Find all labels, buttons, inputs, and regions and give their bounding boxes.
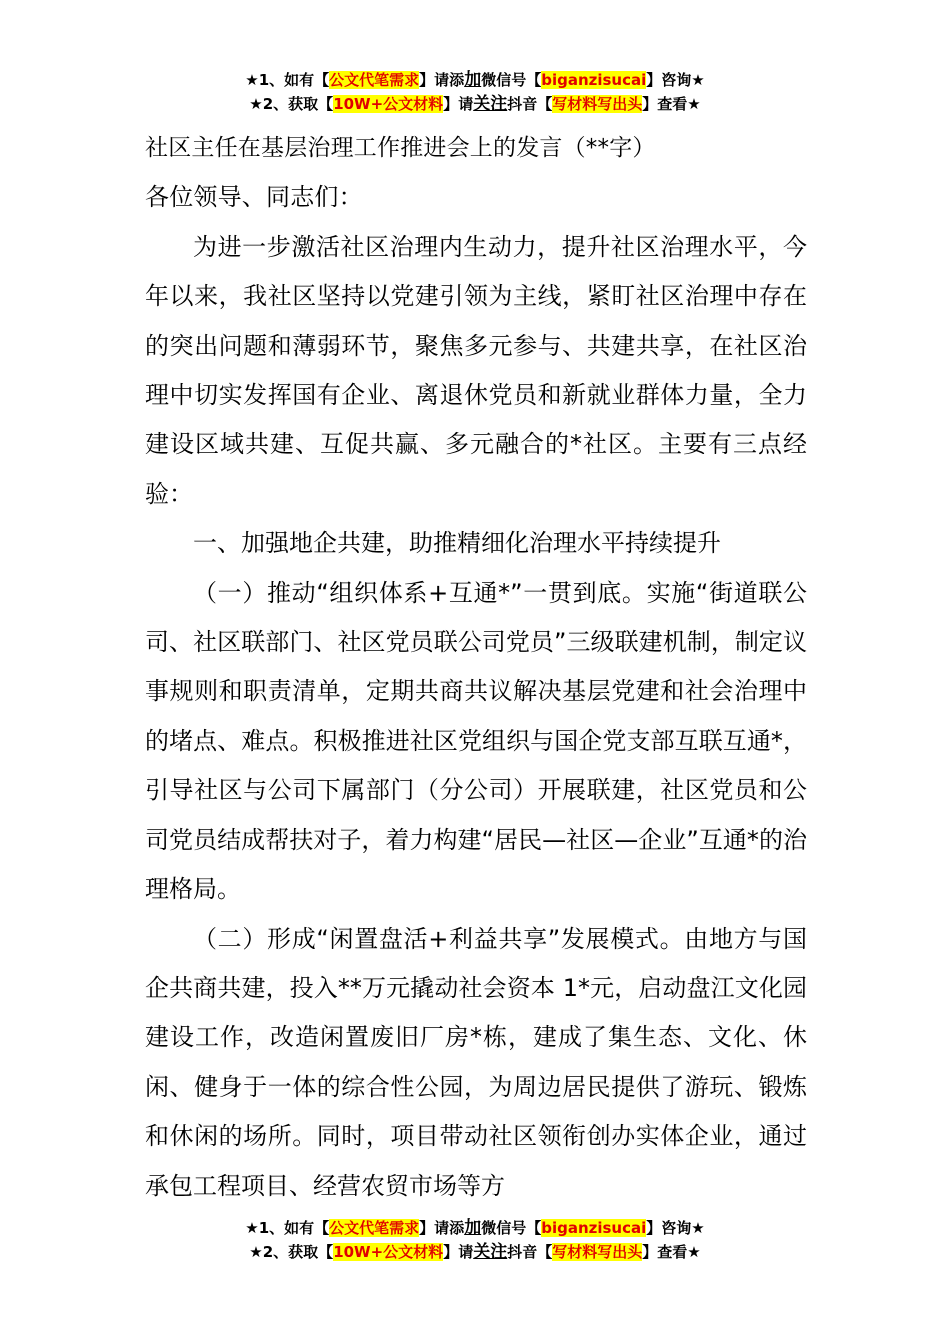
banner-highlight: biganzisucai <box>541 71 647 89</box>
banner-highlight: 公文代笔需求 <box>329 71 420 89</box>
banner-text: 】查看★ <box>642 1243 701 1261</box>
body-paragraph: （二）形成“闲置盘活+利益共享”发展模式。由地方与国企共商共建，投入**万元撬动社会资本 1*元，启动盘江文化园建设工作，改造闲置废旧厂房*栋，建成了集生态、文化、休闲、健身于一体的综合性公园，为周边居民提供了游玩、锻炼和休闲的场所。同时，项目带动社区领衔创办实体企业，通过承包工程项目、经营农贸市场等方 <box>145 924 807 1200</box>
banner-text: 】咨询★ <box>646 71 705 89</box>
banner-text: ★2、获取【 <box>249 95 334 113</box>
banner-line-1 <box>0 68 950 92</box>
banner-highlight: biganzisucai <box>541 1219 647 1237</box>
intro-paragraph: 为进一步激活社区治理内生动力，提升社区治理水平，今年以来，我社区坚持以党建引领为主线，紧盯社区治理中存在的突出问题和薄弱环节，聚焦多元参与、共建共享，在社区治理中切实发挥国有企业、离退休党员和新就业群体力量，全力建设区域共建、互促共赢、多元融合的*社区。主要有三点经验： <box>145 232 807 508</box>
banner-text: 微信号【 <box>481 71 542 89</box>
section-heading: 一、加强地企共建，助推精细化治理水平持续提升 <box>193 529 721 558</box>
header-banner <box>0 68 950 116</box>
banner-text: 】查看★ <box>642 95 701 113</box>
banner-text: 微信号【 <box>481 1219 542 1237</box>
banner-emphasis: 关注 <box>473 94 508 114</box>
banner-text: ★1、如有【 <box>245 1219 330 1237</box>
banner-text: 抖音【 <box>507 1243 553 1261</box>
banner-text: ★1、如有【 <box>245 71 330 89</box>
banner-highlight: 10W+公文材料 <box>333 1243 444 1261</box>
banner-emphasis: 加 <box>464 70 482 90</box>
body-paragraph: （一）推动“组织体系+互通*”一贯到底。实施“街道联公司、社区联部门、社区党员联公司党员”三级联建机制，制定议事规则和职责清单，定期共商共议解决基层党建和社会治理中的堵点、难点。积极推进社区党组织与国企党支部互联互通*，引导社区与公司下属部门（分公司）开展联建，社区党员和公司党员结成帮扶对子，着力构建“居民—社区—企业”互通*的治理格局。 <box>145 578 807 904</box>
banner-text: 】请添 <box>419 71 465 89</box>
document-title: 社区主任在基层治理工作推进会上的发言（**字） <box>145 135 656 161</box>
banner-text: 】请添 <box>419 1219 465 1237</box>
footer-banner <box>0 1216 950 1264</box>
banner-highlight: 10W+公文材料 <box>333 95 444 113</box>
document-body <box>145 124 807 1211</box>
banner-text: ★2、获取【 <box>249 1243 334 1261</box>
banner-text: 抖音【 <box>507 95 553 113</box>
banner-line-2 <box>0 92 950 116</box>
banner-line-1 <box>0 1216 950 1240</box>
banner-text: 】咨询★ <box>646 1219 705 1237</box>
banner-line-2 <box>0 1240 950 1264</box>
banner-highlight: 写材料写出头 <box>552 95 643 113</box>
banner-emphasis: 加 <box>464 1218 482 1238</box>
banner-highlight: 写材料写出头 <box>552 1243 643 1261</box>
banner-highlight: 公文代笔需求 <box>329 1219 420 1237</box>
salutation: 各位领导、同志们： <box>145 183 363 212</box>
banner-text: 】请 <box>443 95 474 113</box>
banner-text: 】请 <box>443 1243 474 1261</box>
banner-emphasis: 关注 <box>473 1242 508 1262</box>
